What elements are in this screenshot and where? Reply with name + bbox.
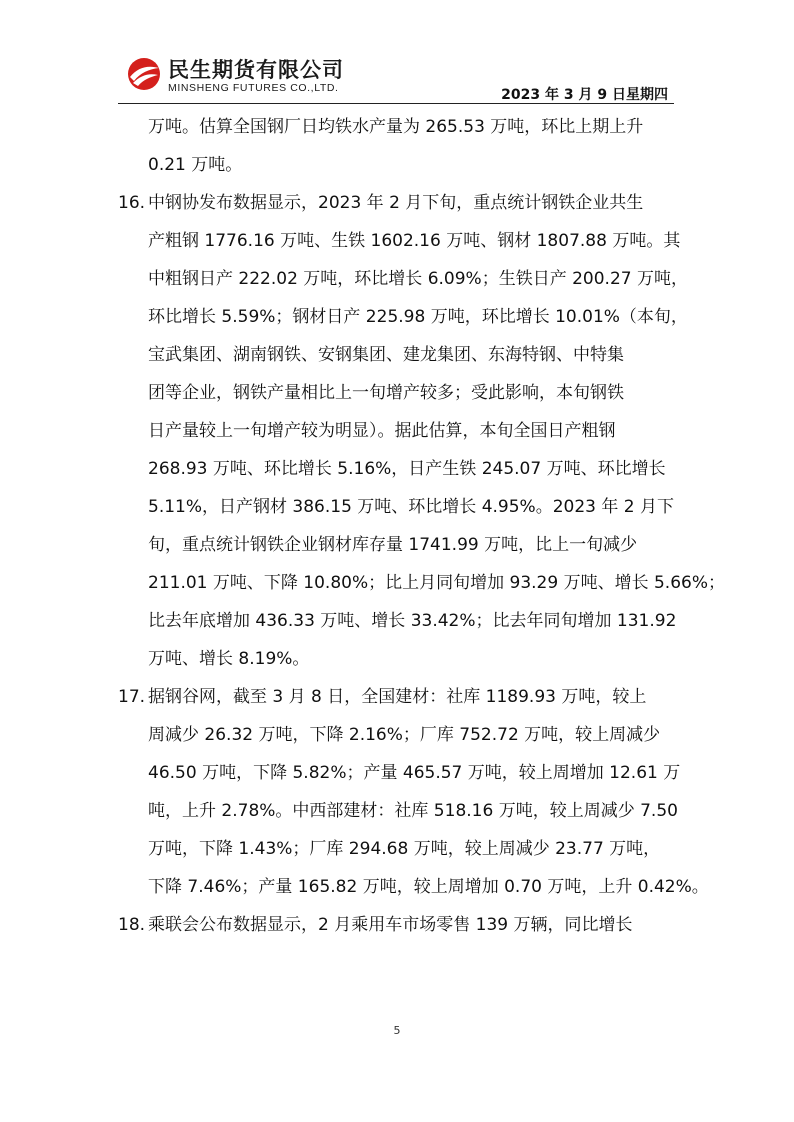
paragraph-line: 比去年底增加 436.33 万吨、增长 33.42%；比去年同旬增加 131.92 — [148, 611, 677, 631]
paragraph-line: 宝武集团、湖南钢铁、安钢集团、建龙集团、东海特钢、中特集 — [148, 345, 624, 365]
paragraph-line: 268.93 万吨、环比增长 5.16%，日产生铁 245.07 万吨、环比增长 — [148, 459, 666, 479]
paragraph-line: 万吨，下降 1.43%；厂库 294.68 万吨，较上周减少 23.77 万吨， — [148, 839, 661, 859]
news-paragraph — [118, 108, 674, 184]
paragraph-line: 旬，重点统计钢铁企业钢材库存量 1741.99 万吨，比上一旬减少 — [148, 535, 638, 555]
company-name-cn: 民生期货有限公司 — [168, 58, 344, 82]
paragraph-line: 据钢谷网，截至 3 月 8 日，全国建材：社库 1189.93 万吨，较上 — [148, 687, 647, 707]
paragraph-line: 日产量较上一旬增产较为明显）。据此估算，本旬全国日产粗钢 — [148, 421, 616, 441]
paragraph-line: 中钢协发布数据显示，2023 年 2 月下旬，重点统计钢铁企业共生 — [148, 193, 644, 213]
report-date: 2023 年 3 月 9 日星期四 — [501, 87, 668, 103]
news-paragraph — [118, 906, 674, 944]
page-header — [118, 52, 674, 102]
news-paragraph — [118, 184, 725, 678]
paragraph-line: 团等企业，钢铁产量相比上一旬增产较多；受此影响，本旬钢铁 — [148, 383, 624, 403]
paragraph-line: 下降 7.46%；产量 165.82 万吨，较上周增加 0.70 万吨，上升 0.42%。 — [148, 877, 709, 897]
paragraph-line: 5.11%，日产钢材 386.15 万吨、环比增长 4.95%。2023 年 2 月下 — [148, 497, 674, 517]
paragraph-line: 0.21 万吨。 — [148, 155, 243, 175]
page-number: 5 — [393, 1024, 401, 1037]
paragraph-line: 万吨、增长 8.19%。 — [148, 649, 310, 669]
paragraph-line: 吨，上升 2.78%。中西部建材：社库 518.16 万吨，较上周减少 7.50 — [148, 801, 678, 821]
news-paragraph — [118, 678, 709, 906]
header-divider — [118, 103, 674, 104]
report-body — [118, 108, 725, 944]
paragraph-line: 产粗钢 1776.16 万吨、生铁 1602.16 万吨、钢材 1807.88 万吨。其 — [148, 231, 681, 251]
paragraph-number: 16. — [118, 193, 146, 213]
paragraph-line: 周减少 26.32 万吨，下降 2.16%；厂库 752.72 万吨，较上周减少 — [148, 725, 661, 745]
paragraph-line: 环比增长 5.59%；钢材日产 225.98 万吨，环比增长 10.01%（本旬， — [148, 307, 688, 327]
paragraph-number: 18. — [118, 915, 146, 935]
minsheng-logo-icon — [126, 56, 162, 92]
paragraph-line: 中粗钢日产 222.02 万吨，环比增长 6.09%；生铁日产 200.27 万吨， — [148, 269, 688, 289]
paragraph-line: 46.50 万吨，下降 5.82%；产量 465.57 万吨，较上周增加 12.61 万 — [148, 763, 681, 783]
company-name-en: MINSHENG FUTURES CO.,LTD. — [168, 82, 339, 94]
paragraph-line: 211.01 万吨、下降 10.80%；比上月同旬增加 93.29 万吨、增长 5.66%； — [148, 573, 725, 593]
paragraph-number: 17. — [118, 687, 146, 707]
paragraph-line: 万吨。估算全国钢厂日均铁水产量为 265.53 万吨，环比上期上升 — [148, 117, 644, 137]
paragraph-line: 乘联会公布数据显示，2 月乘用车市场零售 139 万辆，同比增长 — [148, 915, 633, 935]
